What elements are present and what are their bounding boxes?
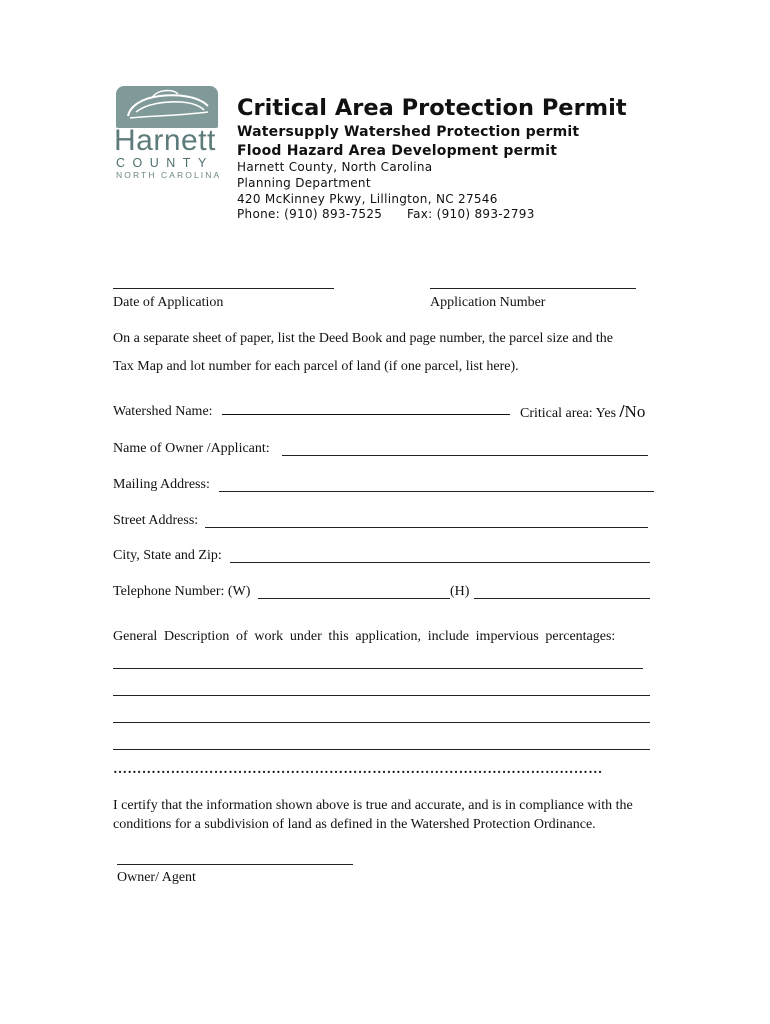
watershed-field[interactable] — [222, 414, 510, 415]
critical-area-label — [520, 403, 645, 422]
phone-home-field[interactable] — [474, 598, 650, 599]
description-line-2[interactable] — [113, 695, 650, 696]
car-outline-icon — [116, 86, 218, 128]
instructions-line-1: On a separate sheet of paper, list the Deed Book and page number, the parcel size and the — [113, 331, 613, 346]
phone: Phone: (910) 893-7525 — [237, 207, 383, 221]
logo-name: Harnett — [114, 124, 216, 157]
address: 420 McKinney Pkwy, Lillington, NC 27546 — [237, 192, 498, 206]
logo-county: COUNTY — [116, 156, 214, 170]
critical-area-slash: / — [619, 401, 625, 421]
description-line-4[interactable] — [113, 749, 650, 750]
critical-area-yes[interactable]: Critical area: Yes — [520, 406, 617, 421]
owner-label: Name of Owner /Applicant: — [113, 441, 270, 456]
description-dotted-line[interactable]: ………………………………………………………………………………………… — [113, 762, 603, 777]
logo-emblem — [116, 86, 218, 128]
signature-field[interactable] — [117, 864, 353, 865]
phone-work-label: Telephone Number: (W) — [113, 584, 251, 599]
date-label: Date of Application — [113, 295, 224, 310]
application-number-field[interactable] — [430, 288, 636, 289]
department: Planning Department — [237, 176, 371, 190]
org-name: Harnett County, North Carolina — [237, 160, 433, 174]
date-field[interactable] — [113, 288, 334, 289]
certify-line-1: I certify that the information shown above is true and accurate, and is in compliance with the — [113, 798, 633, 813]
page-title: Critical Area Protection Permit — [237, 95, 627, 121]
street-label: Street Address: — [113, 513, 199, 528]
street-field[interactable] — [205, 527, 648, 528]
subtitle-watershed: Watersupply Watershed Protection permit — [237, 124, 580, 140]
owner-field[interactable] — [282, 455, 648, 456]
critical-area-no[interactable]: No — [624, 402, 646, 421]
description-line-1[interactable] — [113, 668, 643, 669]
subtitle-flood: Flood Hazard Area Development permit — [237, 143, 558, 159]
city-label: City, State and Zip: — [113, 548, 222, 563]
phone-home-label: (H) — [450, 584, 470, 599]
certify-line-2: conditions for a subdivision of land as defined in the Watershed Protection Ordinance. — [113, 817, 596, 832]
mailing-field[interactable] — [219, 491, 654, 492]
phone-work-field[interactable] — [258, 598, 450, 599]
logo-state: NORTH CAROLINA — [116, 170, 222, 180]
watershed-label: Watershed Name: — [113, 404, 213, 419]
description-line-3[interactable] — [113, 722, 650, 723]
fax: Fax: (910) 893-2793 — [407, 207, 535, 221]
description-label: General Description of work under this application, include impervious percentages: — [113, 629, 616, 644]
signature-label: Owner/ Agent — [117, 870, 196, 885]
instructions-line-2: Tax Map and lot number for each parcel of land (if one parcel, list here). — [113, 359, 519, 374]
mailing-label: Mailing Address: — [113, 477, 210, 492]
application-number-label: Application Number — [430, 295, 546, 310]
city-field[interactable] — [230, 562, 650, 563]
